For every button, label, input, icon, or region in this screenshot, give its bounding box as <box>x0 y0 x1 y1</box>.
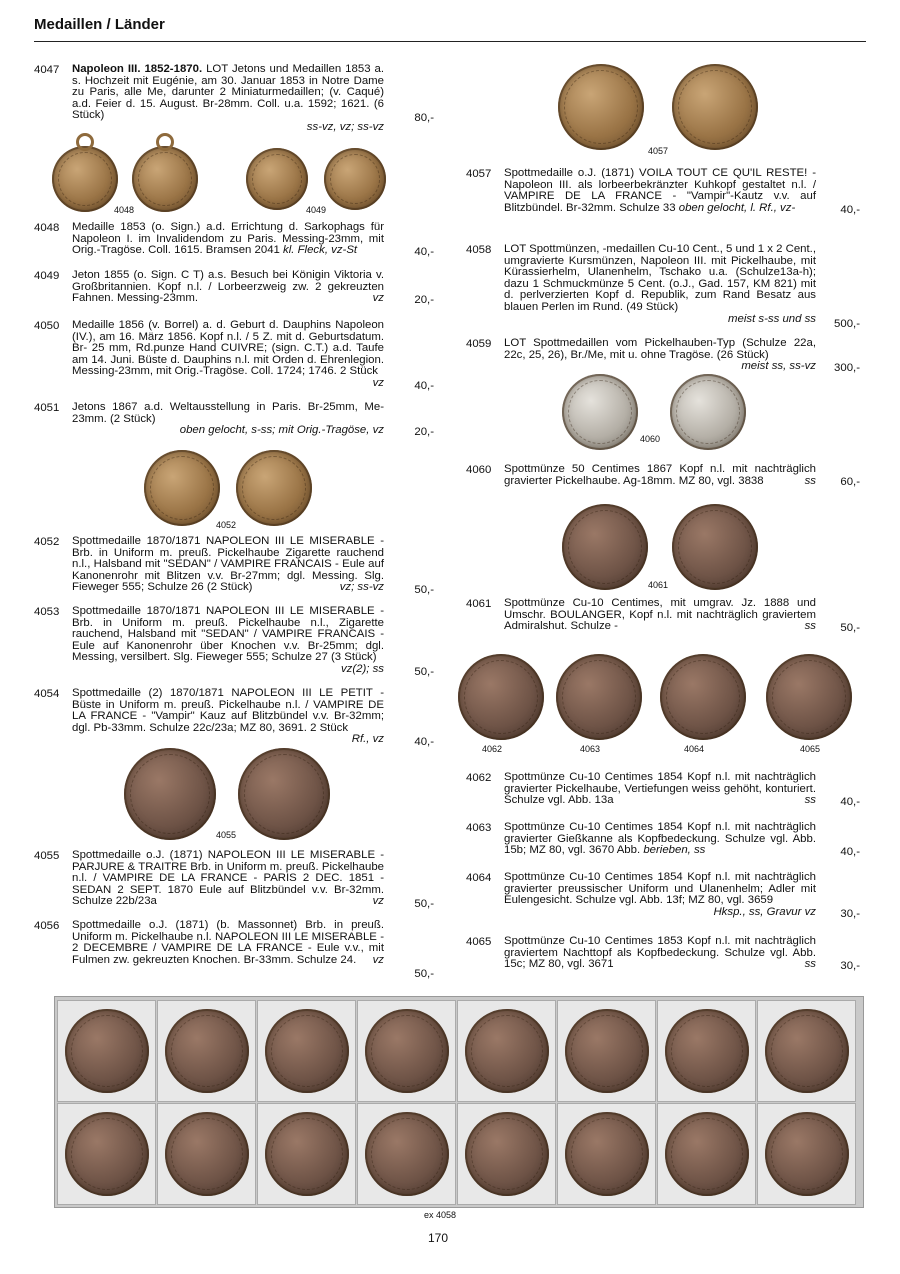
lot-number: 4058 <box>466 244 492 256</box>
coin-image <box>52 146 118 212</box>
lot-text <box>72 402 384 437</box>
tray-cell <box>557 1000 656 1102</box>
coin-tray-image <box>54 996 864 1208</box>
image-caption: 4048 <box>114 205 135 215</box>
lot-description: Spottmedaille o.J. (1871) (b. Massonnet) Brb. in preuß. Uniform m. Pickelhaube n.l. NAPOLEON III LE MISERABLE - 2 DECEMBRE / VAMPIRE DE LA FRANCE - Eule v.v., mit Fulmen zw. gekreuzten Knochen. Br-33mm. Schulze 24. <box>72 919 384 966</box>
page-number: 170 <box>428 1231 449 1245</box>
lot-number: 4057 <box>466 168 492 180</box>
lot-description: Spottmünze Cu-10 Centimes 1854 Kopf n.l. mit nachträglich gravierter preussischer Uniform und Ulanenhelm; Adler mit Eulengesicht. Schulze vgl. Abb. 13f; MZ 80, vgl. 3659 <box>504 871 816 907</box>
tray-cell <box>457 1000 556 1102</box>
image-caption: 4062 <box>482 744 503 754</box>
lot-number: 4060 <box>466 464 492 476</box>
lot-condition: vz; ss-vz <box>339 581 384 594</box>
lot-condition: ss <box>804 620 816 633</box>
lot-price: 30,- <box>840 960 860 972</box>
tray-cell <box>657 1000 756 1102</box>
lot-price: 50,- <box>414 584 434 596</box>
lot-text <box>504 338 816 373</box>
coin-image <box>556 654 642 740</box>
lot-number: 4053 <box>34 606 60 618</box>
coin-image <box>670 374 746 450</box>
lot-condition: ss <box>804 474 816 487</box>
lot-number: 4052 <box>34 536 60 548</box>
lot-condition: oben gelocht, s-ss; mit Orig.-Tragöse, vz <box>179 424 384 437</box>
lot-description: Spottmünze Cu-10 Centimes, mit umgrav. Jz. 1888 und Umschr. BOULANGER, Kopf n.l. mit nachträglich graviertem Admiralshut. Schulze - <box>504 597 816 633</box>
lot-price: 500,- <box>834 318 860 330</box>
lot-condition: ss <box>804 958 816 971</box>
lot-number: 4064 <box>466 872 492 884</box>
coin-image <box>562 374 638 450</box>
coin-image <box>672 64 758 150</box>
lot-text <box>72 64 384 134</box>
lot-description: Jeton 1855 (o. Sign. C T) a.s. Besuch bei Königin Viktoria v. Großbritannien. Kopf n.l. / Lorbeerzweig zw. 2 gekreuzten Fahnen. Messing-23mm. <box>72 269 384 305</box>
page-header: Medaillen / Länder <box>34 16 165 33</box>
lot-condition: kl. Fleck, vz-St <box>283 244 358 257</box>
lot-number: 4049 <box>34 270 60 282</box>
coin-image <box>766 654 852 740</box>
tray-cell <box>757 1103 856 1205</box>
lot-description: LOT Spottmedaillen vom Pickelhauben-Typ (Schulze 22a, 22c, 25, 26), Br./Me, mit u. ohne Tragöse. (26 Stück) <box>504 337 816 361</box>
lot-text <box>504 464 816 487</box>
image-caption: 4061 <box>648 580 669 590</box>
image-caption: 4065 <box>800 744 821 754</box>
lot-text <box>504 822 816 857</box>
lot-condition: meist s-ss und ss <box>728 312 816 325</box>
image-caption: 4063 <box>580 744 601 754</box>
lot-price: 50,- <box>414 666 434 678</box>
tray-cell <box>257 1103 356 1205</box>
lot-description: LOT Spottmünzen, -medaillen Cu-10 Cent., 5 und 1 x 2 Cent., umgravierte Kursmünzen, Napoleon III. mit Pickelhaube, mit Kürassierhelm, Ulanenhelm, Tschako u.a. (Schulze13a-h); dazu 1 Schmuckmünze 5 Cent. (o.J., Gad. 157, KM 821) mit d. perlverzierten Kopf d. Republik, zum Rand Besatz aus blauen Perlen im Rund. (49 Stück) <box>504 243 816 313</box>
coin-image <box>246 148 308 210</box>
lot-condition: vz <box>372 953 384 966</box>
coin-image <box>236 450 312 526</box>
image-caption: 4064 <box>684 744 705 754</box>
lot-description: Jetons 1867 a.d. Weltausstellung in Paris. Br-25mm, Me-23mm. (2 Stück) <box>72 401 384 425</box>
lot-condition: Rf., vz <box>351 733 384 746</box>
coin-image <box>144 450 220 526</box>
lot-number: 4056 <box>34 920 60 932</box>
lot-description: Spottmedaille (2) 1870/1871 NAPOLEON III LE PETIT - Büste in Uniform m. preuß. Pickelhaube n.l. / VAMPIRE DE LA FRANCE - "Vampir" Kauz auf Blitzbündel v.v. Br-32mm; dgl. Pb-33mm. Schulze 22c/23a; MZ 80, 3691. 2 Stück <box>72 687 384 734</box>
lot-condition: ss-vz, vz; ss-vz <box>306 120 384 133</box>
lot-price: 50,- <box>840 622 860 634</box>
coin-image <box>132 146 198 212</box>
lot-price: 60,- <box>840 476 860 488</box>
image-caption: 4049 <box>306 205 327 215</box>
coin-image <box>558 64 644 150</box>
lot-number: 4062 <box>466 772 492 784</box>
lot-text <box>504 598 816 633</box>
lot-description: Spottmedaille o.J. (1871) VOILA TOUT CE QU'IL RESTE! - Napoleon III. als lorbeerbekränzter Kuhkopf gestaltet n.l. / VAMPIRE DE LA FRANCE - "Vampir"-Kautz v.v. auf Blitzbündel. Br-32mm. Schulze 33 <box>504 167 816 214</box>
lot-text <box>72 606 384 676</box>
tray-caption: ex 4058 <box>424 1210 457 1220</box>
lot-condition: ss <box>804 794 816 807</box>
tray-cell <box>257 1000 356 1102</box>
lot-text <box>504 244 816 325</box>
lot-condition: Hksp., ss, Gravur vz <box>713 905 816 918</box>
lot-number: 4048 <box>34 222 60 234</box>
tray-cell <box>557 1103 656 1205</box>
lot-price: 40,- <box>414 380 434 392</box>
tray-cell <box>157 1103 256 1205</box>
lot-price: 50,- <box>414 898 434 910</box>
lot-number: 4047 <box>34 64 60 76</box>
coin-image <box>458 654 544 740</box>
lot-condition: vz <box>372 895 384 908</box>
lot-text <box>504 168 816 214</box>
lot-text <box>504 936 816 971</box>
lot-price: 40,- <box>840 204 860 216</box>
lot-number: 4050 <box>34 320 60 332</box>
lot-price: 40,- <box>840 796 860 808</box>
lot-number: 4059 <box>466 338 492 350</box>
coin-image <box>324 148 386 210</box>
lot-description: Spottmünze Cu-10 Centimes 1853 Kopf n.l. mit nachträglich graviertem Nachttopf als Kopfbedeckung. Schulze vgl. Abb. 15c; MZ 80, vgl. 3671 <box>504 935 816 971</box>
tray-cell <box>657 1103 756 1205</box>
lot-text <box>72 536 384 594</box>
lot-description: Medaille 1853 (o. Sign.) a.d. Errichtung d. Sarkophags für Napoleon I. im Invalidendom zu Paris. Messing-23mm, mit Orig.-Tragöse. Coll. 1615. Bramsen 2041 <box>72 221 384 257</box>
lot-description: Spottmünze Cu-10 Centimes 1854 Kopf n.l. mit nachträglich gravierter Gießkanne als Kopfbedeckung. Schulze vgl. Abb. 15b; MZ 80, vgl. 3670 Abb. <box>504 821 816 857</box>
lot-description: LOT Jetons und Medaillen 1853 a. s. Hochzeit mit Eugénie, am 30. Januar 1853 in Notre Dame zu Paris, alle Me, darunter 2 Miniaturmedaillen; (v. Caqué) a.d. Feier d. 15. August. Br-28mm. Coll. u.a. 1592; 1621. (6 Stück) <box>72 63 384 122</box>
tray-cell <box>157 1000 256 1102</box>
lot-text <box>504 872 816 918</box>
lot-text <box>72 920 384 966</box>
image-caption: 4055 <box>216 830 237 840</box>
lot-number: 4063 <box>466 822 492 834</box>
lot-condition: vz(2); ss <box>340 662 384 675</box>
lot-description: Spottmünze Cu-10 Centimes 1854 Kopf n.l. mit nachträglich gravierter Pickelhaube, Vertiefungen weiss gehöht, konturiert. Schulze vgl. Abb. 13a <box>504 771 816 807</box>
lot-text <box>72 320 384 390</box>
lot-price: 80,- <box>414 112 434 124</box>
lot-text <box>504 772 816 807</box>
coin-image <box>562 504 648 590</box>
lot-price: 40,- <box>840 846 860 858</box>
coin-image <box>238 748 330 840</box>
coin-image <box>660 654 746 740</box>
header-rule <box>34 41 866 42</box>
lot-condition: vz <box>372 376 384 389</box>
lot-text <box>72 850 384 908</box>
lot-number: 4055 <box>34 850 60 862</box>
lot-description: Spottmünze 50 Centimes 1867 Kopf n.l. mit nachträglich gravierter Pickelhaube. Ag-18mm. MZ 80, vgl. 3838 <box>504 463 816 487</box>
lot-condition: berieben, ss <box>643 844 706 857</box>
lot-price: 30,- <box>840 908 860 920</box>
lot-price: 40,- <box>414 736 434 748</box>
lot-text <box>72 688 384 746</box>
lot-description: Spottmedaille o.J. (1871) NAPOLEON III LE MISERABLE - PARJURE & TRAITRE Brb. in Uniform m. preuß. Pickelhaube n.l. / VAMPIRE DE LA FRANCE - PARIS 2 DEC. 1851 - SEDAN 2 SEPT. 1870 Eule auf Blitzbündel v.v. Br-32mm. Schulze 22b/23a <box>72 849 384 908</box>
lot-text <box>72 222 384 257</box>
lot-number: 4061 <box>466 598 492 610</box>
tray-cell <box>357 1103 456 1205</box>
lot-price: 40,- <box>414 246 434 258</box>
lot-title: Napoleon III. 1852-1870. <box>72 63 203 75</box>
tray-cell <box>357 1000 456 1102</box>
lot-price: 20,- <box>414 294 434 306</box>
tray-cell <box>757 1000 856 1102</box>
tray-cell <box>457 1103 556 1205</box>
lot-condition: oben gelocht, l. Rf., vz- <box>678 201 796 214</box>
lot-description: Spottmedaille 1870/1871 NAPOLEON III LE MISERABLE - Brb. in Uniform m. preuß. Pickelhaube n.l., Zigarette rauchend, Halsband mit "SEDAN" / VAMPIRE FRANCAIS - Eule auf Kanonenrohr über Knochen v.v. Br-25mm; dgl. Messing, versilbert. Slg. Fieweger 555; Schulze 27 (3 Stück) <box>72 605 384 664</box>
tray-cell <box>57 1000 156 1102</box>
lot-condition: meist ss, ss-vz <box>741 360 816 373</box>
image-caption: 4057 <box>648 146 669 156</box>
tray-cell <box>57 1103 156 1205</box>
lot-price: 300,- <box>834 362 860 374</box>
lot-description: Medaille 1856 (v. Borrel) a. d. Geburt d. Dauphins Napoleon (IV.), am 16. März 1856. Kopf n.l. / 5 Z. mit d. Geburtsdatum. Br- 25 mm, Rd.punze Hand CUIVRE; (sign. C.T.) a.d. Taufe am 14. Juni. Büste d. Dauphins n.l. mit Orden d. Ehrenlegion. Messing-23mm, mit Orig.-Tragöse. Coll. 1724; 1746. 2 Stück <box>72 319 384 378</box>
lot-description: Spottmedaille 1870/1871 NAPOLEON III LE MISERABLE - Brb. in Uniform m. preuß. Pickelhaube Zigarette rauchend n.l., Halsband mit "SEDAN" / VAMPIRE FRANCAIS - Eule auf Kanonenrohr mit Blitzen v.v. Br-27mm; dgl. Messing. Slg. Fieweger 555; Schulze 26 (2 Stück) <box>72 535 384 594</box>
coin-image <box>672 504 758 590</box>
lot-condition: vz <box>372 292 384 305</box>
lot-number: 4051 <box>34 402 60 414</box>
image-caption: 4060 <box>640 434 661 444</box>
image-caption: 4052 <box>216 520 237 530</box>
lot-number: 4054 <box>34 688 60 700</box>
lot-text <box>72 270 384 305</box>
coin-image <box>124 748 216 840</box>
lot-number: 4065 <box>466 936 492 948</box>
lot-price: 50,- <box>414 968 434 980</box>
lot-price: 20,- <box>414 426 434 438</box>
